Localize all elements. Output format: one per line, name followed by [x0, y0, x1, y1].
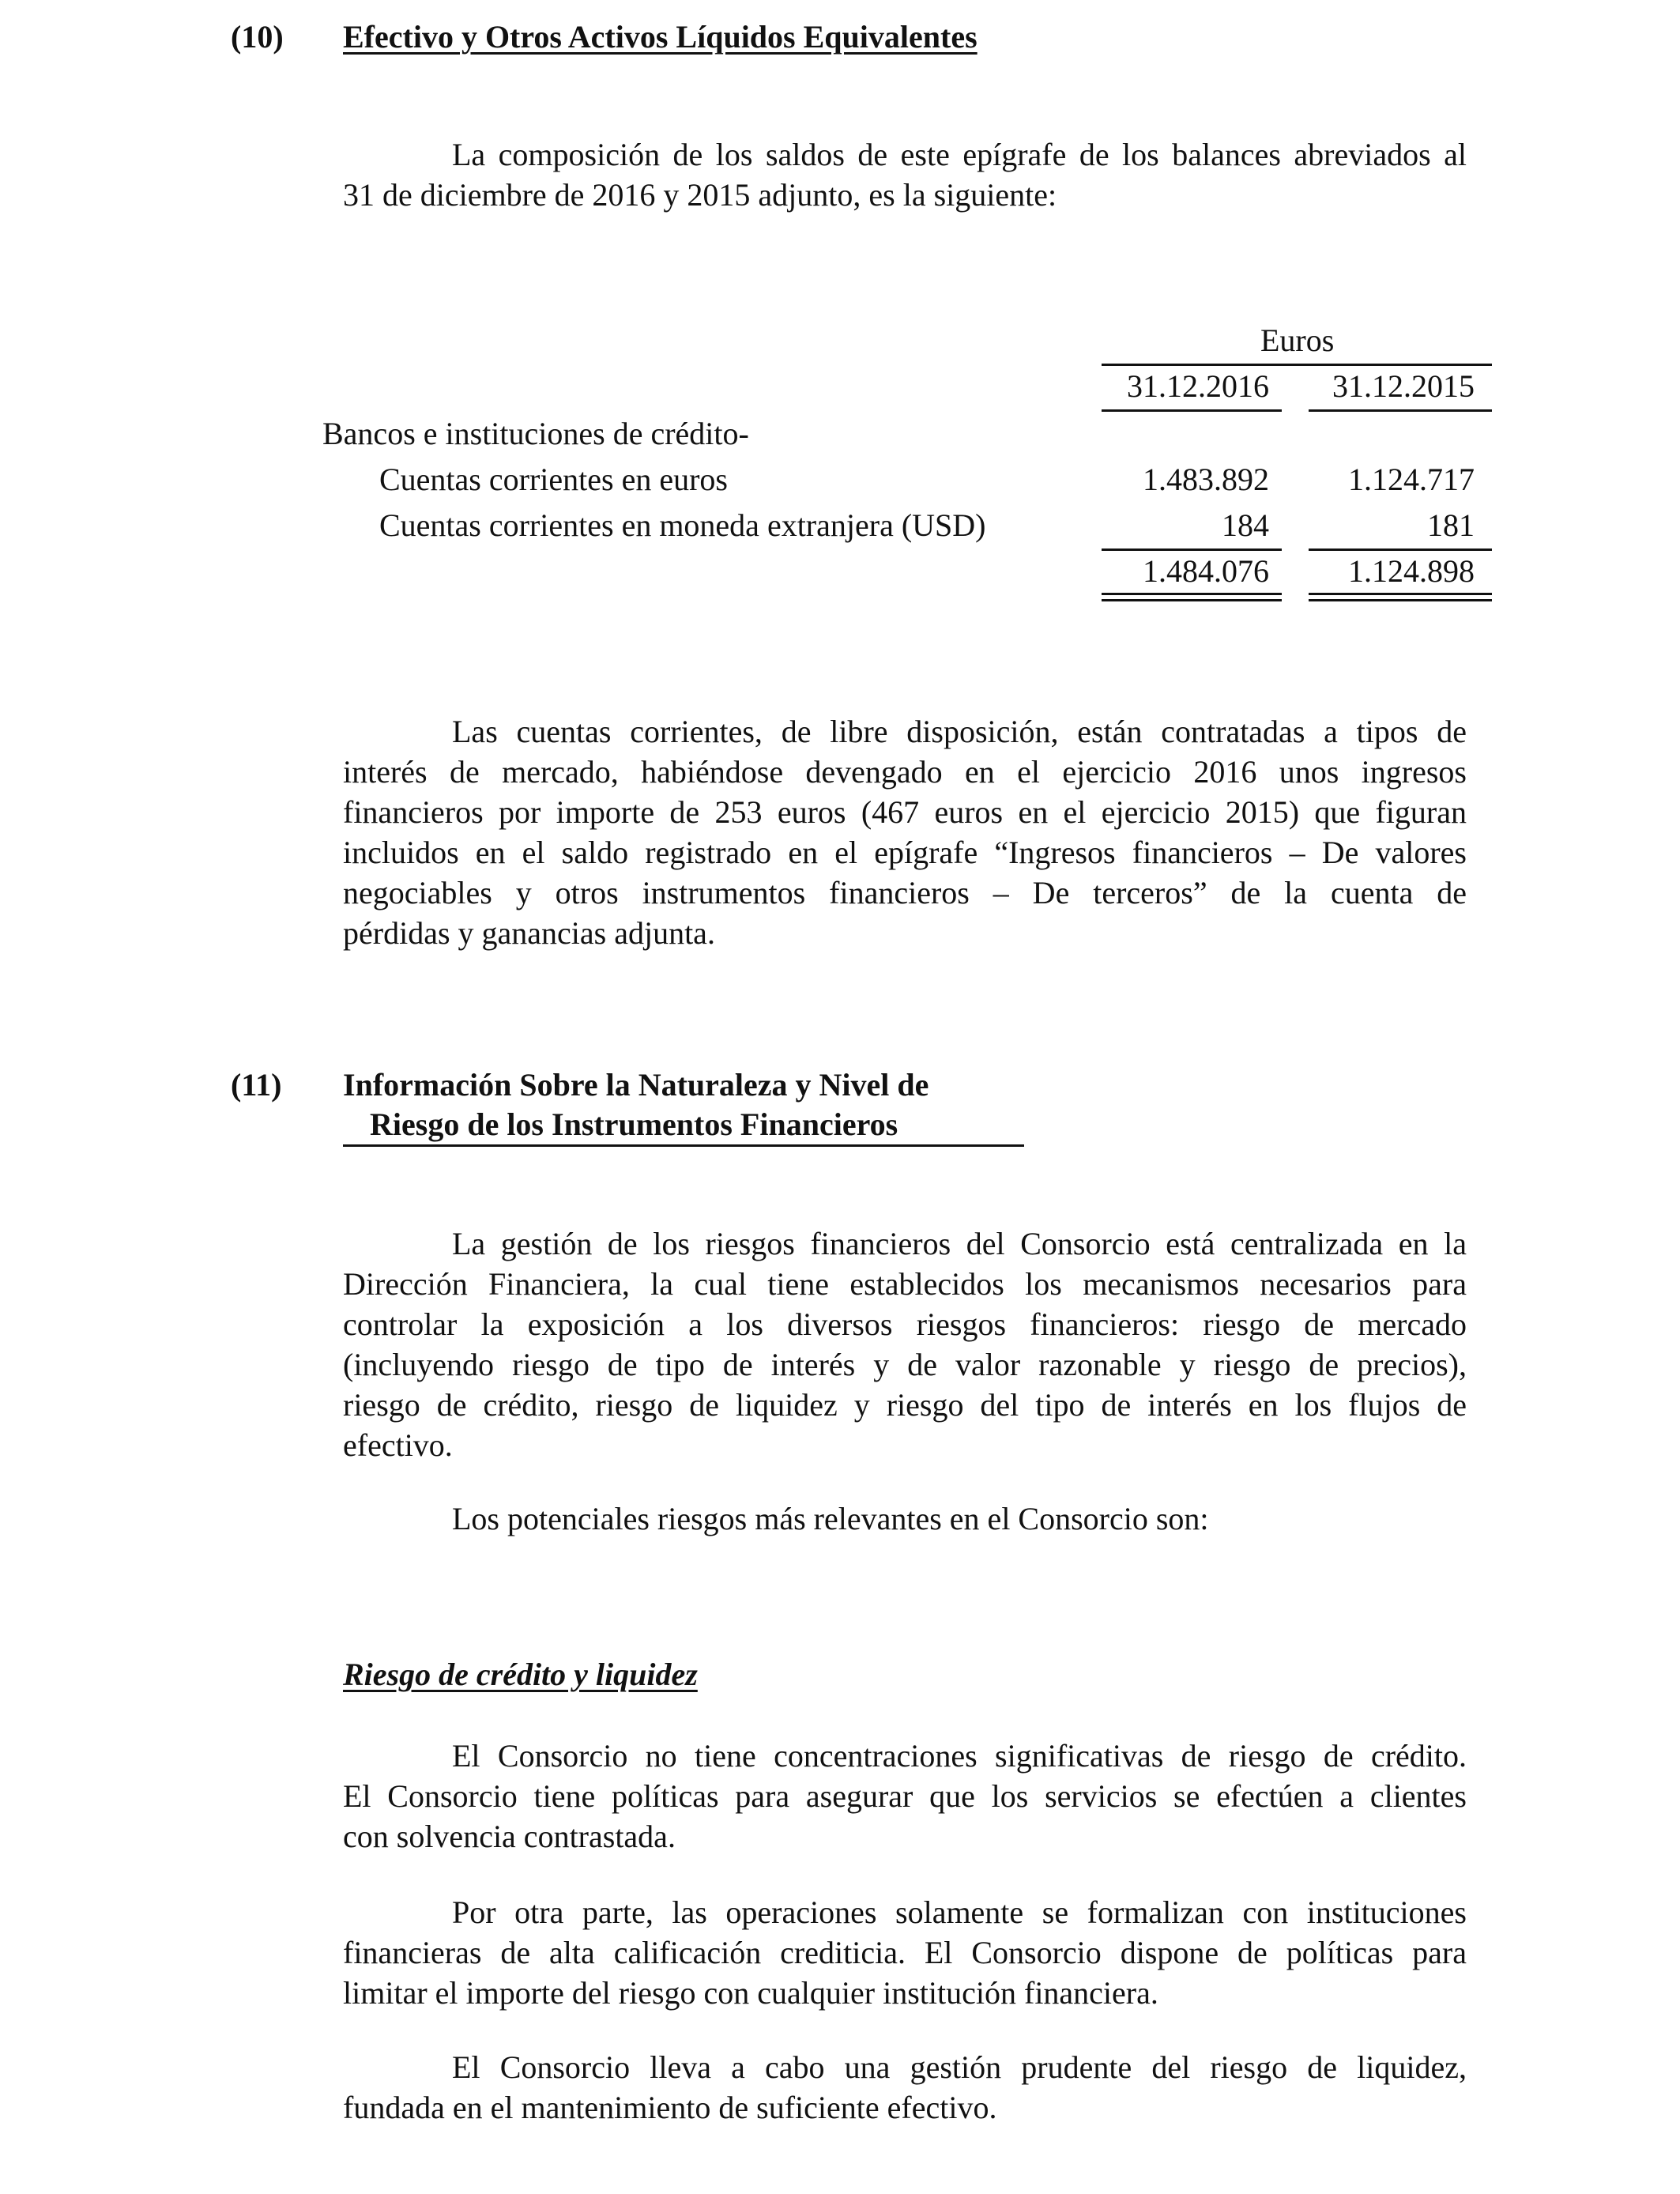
paragraph-line: incluidos en el saldo registrado en el epígrafe “Ingresos financieros – De valores	[343, 835, 1467, 870]
paragraph-line: La composición de los saldos de este epígrafe de los balances abreviados al	[452, 137, 1467, 172]
total-double-rule-2016-top	[1102, 593, 1282, 595]
row-value-2015: 1.124.717	[1348, 462, 1475, 497]
row-label: Cuentas corrientes en euros	[379, 462, 728, 497]
column-rule-2015	[1309, 409, 1492, 412]
total-double-rule-2015-bottom	[1309, 599, 1492, 601]
paragraph-line: efectivo.	[343, 1427, 453, 1463]
group-label: Bancos e instituciones de crédito-	[322, 416, 749, 451]
header-rule	[1102, 364, 1492, 366]
total-double-rule-2016-bottom	[1102, 599, 1282, 601]
section-11-title-line1: Información Sobre la Naturaleza y Nivel de	[343, 1067, 929, 1103]
paragraph-line: con solvencia contrastada.	[343, 1819, 676, 1854]
column-rule-2016	[1102, 409, 1282, 412]
section-11-para-1	[343, 1223, 1467, 1465]
paragraph-line: Los potenciales riesgos más relevantes en el Consorcio son:	[452, 1501, 1209, 1536]
row-label: Cuentas corrientes en moneda extranjera (USD)	[379, 507, 986, 543]
paragraph-line: Las cuentas corrientes, de libre disposición, están contratadas a tipos de	[452, 714, 1467, 749]
section-11-para-2	[343, 1498, 1467, 1539]
row-value-2016: 1.483.892	[1143, 462, 1269, 497]
total-value-2015: 1.124.898	[1348, 553, 1475, 589]
paragraph-line: El Consorcio lleva a cabo una gestión prudente del riesgo de liquidez,	[452, 2049, 1467, 2085]
paragraph-line: fundada en el mantenimiento de suficiente efectivo.	[343, 2090, 997, 2125]
section-10-body	[343, 711, 1467, 953]
paragraph-line: limitar el importe del riesgo con cualquier institución financiera.	[343, 1975, 1158, 2011]
section-10-number: (10)	[231, 19, 284, 55]
section-11-number: (11)	[231, 1067, 282, 1103]
total-value-2016: 1.484.076	[1143, 553, 1269, 589]
paragraph-line: financieras de alta calificación crediticia. El Consorcio dispone de políticas para	[343, 1935, 1467, 1970]
total-double-rule-2015-top	[1309, 593, 1492, 595]
paragraph-line: interés de mercado, habiéndose devengado en el ejercicio 2016 unos ingresos	[343, 754, 1467, 790]
subtotal-rule-2016	[1102, 548, 1282, 551]
paragraph-line: financieros por importe de 253 euros (467 euros en el ejercicio 2015) que figuran	[343, 794, 1467, 830]
section-10-title: Efectivo y Otros Activos Líquidos Equivalentes	[343, 19, 977, 55]
paragraph-line: negociables y otros instrumentos financieros – De terceros” de la cuenta de	[343, 875, 1467, 910]
paragraph-line: Dirección Financiera, la cual tiene establecidos los mecanismos necesarios para	[343, 1266, 1467, 1302]
paragraph-line: El Consorcio no tiene concentraciones significativas de riesgo de crédito.	[452, 1738, 1467, 1774]
paragraph-line: controlar la exposición a los diversos riesgos financieros: riesgo de mercado	[343, 1306, 1467, 1342]
currency-header: Euros	[1260, 322, 1335, 358]
section-11-title-line2: Riesgo de los Instrumentos Financieros	[370, 1106, 898, 1142]
section-11-para-5	[343, 2047, 1467, 2128]
column-header-2016: 31.12.2016	[1127, 368, 1269, 404]
section-11-para-4	[343, 1892, 1467, 2013]
row-value-2015: 181	[1427, 507, 1475, 543]
column-header-2015: 31.12.2015	[1332, 368, 1475, 404]
section-11-para-3	[343, 1736, 1467, 1857]
paragraph-line: Por otra parte, las operaciones solamente se formalizan con instituciones	[452, 1894, 1467, 1930]
paragraph-line: El Consorcio tiene políticas para asegurar que los servicios se efectúen a clientes	[343, 1778, 1467, 1814]
paragraph-line: riesgo de crédito, riesgo de liquidez y riesgo del tipo de interés en los flujos de	[343, 1387, 1467, 1423]
subheading-credit-liquidity: Riesgo de crédito y liquidez	[343, 1657, 698, 1692]
row-value-2016: 184	[1222, 507, 1269, 543]
paragraph-line: La gestión de los riesgos financieros del Consorcio está centralizada en la	[452, 1226, 1467, 1261]
section-10-intro	[343, 134, 1467, 215]
paragraph-line: (incluyendo riesgo de tipo de interés y de valor razonable y riesgo de precios),	[343, 1347, 1467, 1382]
paragraph-line: 31 de diciembre de 2016 y 2015 adjunto, es la siguiente:	[343, 177, 1057, 213]
subtotal-rule-2015	[1309, 548, 1492, 551]
paragraph-line: pérdidas y ganancias adjunta.	[343, 915, 715, 951]
section-11-title-line2-wrapper	[343, 1105, 1024, 1147]
